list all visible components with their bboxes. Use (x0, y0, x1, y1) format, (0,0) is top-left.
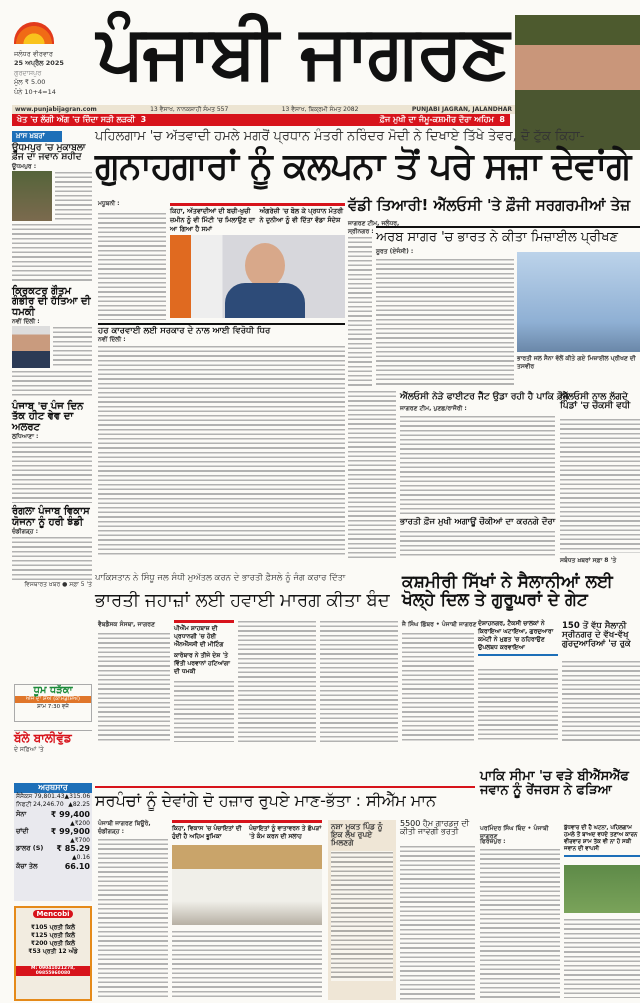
modi-photo (170, 235, 345, 318)
lead-headline[interactable]: ਗੁਨਾਹਗਾਰਾਂ ਨੂੰ ਕਲਪਨਾ ਤੋਂ ਪਰੇ ਸਜ਼ਾ ਦੇਵਾਂਗੇ (95, 146, 631, 187)
bikrami-date: 13 ਵੈਸਾਖ, ਬਿਕ੍ਰਮੀ ਸੰਮਤ 2082 (281, 106, 359, 113)
army-chief-photo (515, 0, 640, 150)
drug-free-box (328, 820, 396, 1000)
second-headline[interactable]: ਭਾਰਤੀ ਜਹਾਜ਼ਾਂ ਲਈ ਹਵਾਈ ਮਾਰਗ ਕੀਤਾ ਬੰਦ (95, 590, 390, 611)
bsf-box: ਬੁੱਧਵਾਰ ਦੀ ਹੈ ਘਟਨਾ, ਪਹਿਲਗਾਮ ਹਮਲੇ ਤੋਂ ਬਾਅਦ ਵਧਦੇ ਤਣਾਅ ਕਾਰਨ ਵੀਰਵਾਰ ਸ਼ਾਮ ਤੱਕ ਵੀ ਨਾ ਹੋ ਸਕੀ ਜਵਾਨ ਦੀ ਵਾਪਸੀ (564, 825, 640, 857)
dateline-1: ਊਧਮਪੁਰ : (12, 162, 37, 170)
market-title: ਅਰਥਸਾਰ (14, 783, 92, 793)
sarpanch-headline[interactable]: ਸਰਪੰਚਾਂ ਨੂੰ ਦੇਵਾਂਗੇ ਦੋ ਹਜ਼ਾਰ ਰੁਪਏ ਮਾਣ-ਭੱਤਾ : ਸੀਐੱਮ ਮਾਨ (95, 791, 437, 810)
sikhs-byline: ਜੈ ਸਿੰਘ ਛਿੱਬਰ • ਪੰਜਾਬੀ ਜਾਗਰਣ (402, 621, 477, 628)
sarpanch-dateline: ਪੰਜਾਬੀ ਜਾਗਰਣ ਬਿਊਰੋ, ਚੰਡੀਗੜ੍ਹ : (98, 820, 151, 835)
second-kicker: ਪਾਕਿਸਤਾਨ ਨੇ ਸਿੰਧੂ ਜਲ ਸੰਧੀ ਮੁਅੱਤਲ ਕਰਨ ਦੇ ਭਾਰਤੀ ਫ਼ੈਸਲੇ ਨੂੰ ਜੰਗ ਕਰਾਰ ਦਿੱਤਾ (95, 573, 346, 583)
second-byline: ਵੈਬਡੈਸਕ ਸੰਸਥਾ, ਜਾਗਰਣ (98, 621, 155, 628)
drug-free-headline[interactable]: ਨਸ਼ਾ ਮੁਕਤ ਪਿੰਡ ਨੂੰ ਇਕ ਲੱਖ ਰੁਪਏ ਮਿਲਣਗੇ (331, 822, 383, 847)
dhoom-dhadaka-ad[interactable]: ਧੂਮ ਧੜੱਕਾ ਅੱਜ ਦਾ ਸ਼ੋਅ (ਕਾਮੇਡੀਸ਼ੋਅ) ਸ਼ਾਮ 7:30 ਵਜੇ (14, 684, 92, 722)
date-line: ਜਲੰਧਰ ਵੀਰਵਾਰ (14, 50, 53, 58)
logo-icon (14, 22, 54, 44)
lead-dateline: ਮਧੂਬਨੀ : (98, 200, 120, 207)
price: ਮੁੱਲ ₹ 5.00 (14, 78, 46, 87)
bsf-byline: ਪਰਮਿੰਦਰ ਸਿੰਘ ਥਿੰਦ • ਪੰਜਾਬੀ ਜਾਗਰਣ (480, 825, 549, 840)
publisher: PUNJABI JAGRAN, JALANDHAR (411, 106, 512, 113)
lead-bullet: ਅੰਗਰੇਜ਼ੀ 'ਚ ਬੋਲ ਕੇ ਪ੍ਰਧਾਨ ਮੰਤਰੀ ਨੇ ਦੁਨੀਆ ਨੂੰ ਵੀ ਦਿੱਤਾ ਵੱਡਾ ਸੰਦੇਸ਼ (259, 207, 344, 224)
story-head-3[interactable]: ਪੰਜਾਬ 'ਚ ਪੰਜ ਦਿਨ ਤੱਕ ਹੀਟ ਵੇਵ ਦਾ ਅਲਰਟ (12, 400, 84, 433)
cm-event-photo (172, 845, 322, 925)
market-row: ਸੋਨਾ ₹ 99,400 (16, 810, 90, 819)
bsf-jawan-photo (564, 865, 640, 913)
lead-bullet: ਕਿਹਾ, ਅੱਤਵਾਦੀਆਂ ਦੀ ਬਚੀ-ਖੁਚੀ ਜ਼ਮੀਨ ਨੂੰ ਵੀ ਮਿੱਟੀ 'ਚ ਮਿਲਾਉਣ ਦਾ ਆ ਗਿਆ ਹੈ ਸਮਾਂ (170, 207, 255, 233)
missile-headline[interactable]: ਅਰਬ ਸਾਗਰ 'ਚ ਭਾਰਤ ਨੇ ਕੀਤਾ ਮਿਜ਼ਾਈਲ ਪ੍ਰੀਖਣ (376, 226, 640, 245)
market-box (14, 783, 92, 901)
missile-dateline: ਸੂਰਤ (ਏਜੰਸੀ) : (376, 248, 414, 255)
dateline-2: ਨਵੀਂ ਦਿੱਲੀ : (12, 318, 40, 326)
dateline-4: ਚੰਡੀਗੜ੍ਹ : (12, 528, 39, 536)
bollywood-ad[interactable]: ਬੱਲੇ ਬਾਲੀਵੁੱਡ ਦੇ ਸਫ਼ਿਆਂ 'ਤੇ (14, 730, 92, 778)
tourists-headline[interactable]: 150 ਤੋਂ ਵੱਧ ਸੈਲਾਨੀ ਸ੍ਰੀਨਗਰ ਦੇ ਵੱਖ-ਵੱਖ ਗੁਰਦੁਆਰਿਆਂ 'ਚ ਰੁਕੇ (562, 621, 631, 649)
story-head-4[interactable]: ਰੰਗਲਾ ਪੰਜਾਬ ਵਿਕਾਸ ਯੋਜਨਾ ਨੂੰ ਹਰੀ ਝੰਡੀ (12, 506, 90, 528)
edition: ਗੁਰਦਾਸਪੁਰ (14, 68, 42, 77)
teaser-2[interactable]: ਫ਼ੌਜ ਮੁਖੀ ਦਾ ਜੰਮੂ-ਕਸ਼ਮੀਰ ਦੌਰਾ ਅਹਿਮ 8 (379, 115, 505, 124)
nanakshahi-date: 13 ਵੈਸਾਖ, ਨਾਨਕਸ਼ਾਹੀ ਸੰਮਤ 557 (150, 106, 229, 113)
second-bullet: ਕਾਰੋਬਾਰ ਨੇ ਤੀਜੇ ਦੇਸ਼ 'ਤੇ ਵਿੱਤੀ ਪਰਵਾਨਾਂ ਹਟਿਆਂਗਾ ਦੀ ਧਮਕੀ (174, 652, 230, 675)
loc-dateline: ਜਾਗਰਣ ਟੀਮ, ਜਲੰਧਰ, ਸ੍ਰੀਨਗਰ : (348, 220, 400, 235)
sarpanch-bullet: ਪੰਚਾਇਤਾਂ ਨੂੰ ਵਾਤਾਵਰਨ ਤੇ ਛੱਪੜਾਂ 'ਤੇ ਕੰਮ ਕਰਨ ਦੀ ਸਲਾਹ (249, 825, 322, 840)
mencobi-ad[interactable]: Mencobi ₹105 ਪ੍ਰਤੀ ਕਿਲੋ ₹125 ਪ੍ਰਤੀ ਕਿਲੋ ₹200 ਪ੍ਰਤੀ ਕਿਲੋ ₹53 ਪ੍ਰਤੀ 12 ਅੰਡੇ M: 09041021278, 09855960080 (14, 906, 92, 1001)
masthead-title: ਪੰਜਾਬੀ ਜਾਗਰਣ (96, 9, 508, 95)
bsf-headline[interactable]: ਪਾਕਿ ਸੀਮਾ 'ਚ ਵੜੇ ਬੀਐੱਸਐੱਫ ਜਵਾਨ ਨੂੰ ਰੇਂਜਰਸ ਨੇ ਫੜਿਆ (480, 769, 629, 798)
market-row: ਚਾਂਦੀ ₹ 99,900 (16, 827, 90, 837)
dateline-3: ਲੁਧਿਆਣਾ : (12, 433, 39, 441)
related-news-link[interactable]: ਸਬੰਧਤ ਖ਼ਬਰਾਂ ਸਫ਼ਾ 8 'ਤੇ (560, 557, 617, 564)
pak-jets-dateline: ਜਾਗਰਣ ਟੀਮ, ਪੁਣਛ/ਰਾਜੌਰੀ : (400, 405, 467, 412)
date: 25 ਅਪ੍ਰੈਲ 2025 (14, 59, 64, 68)
lead-kicker: ਪਹਿਲਗਾਮ 'ਚ ਅੱਤਵਾਦੀ ਹਮਲੇ ਮਗਰੋਂ ਪ੍ਰਧਾਨ ਮੰਤਰੀ ਨਰਿੰਦਰ ਮੋਦੀ ਨੇ ਦਿਖਾਏ ਤਿੱਖੇ ਤੇਵਰ, ਦੋ ਟੁੱਕ ਕਿਹਾ- (95, 129, 585, 144)
loc-headline[interactable]: ਵੱਡੀ ਤਿਆਰੀ! ਐੱਲਓਸੀ 'ਤੇ ਫ਼ੌਜੀ ਸਰਗਰਮੀਆਂ ਤੇਜ਼ (348, 196, 631, 214)
pak-jets-headline[interactable]: ਐੱਲਓਸੀ ਨੇੜੇ ਫਾਈਟਰ ਜੈੱਟ ਉਡਾ ਰਹੀ ਹੈ ਪਾਕਿ ਫ਼ੌਜ (400, 392, 569, 402)
address-strip (12, 105, 515, 114)
market-change: ▲0.16 (72, 854, 90, 862)
missile-photo (517, 252, 640, 352)
home-guards-headline[interactable]: 5500 ਹੈਮ ਗਾਰਡਜ਼ ਦੀ ਕੀਤੀ ਜਾਵੇਗੀ ਭਰਤੀ (400, 819, 470, 837)
missile-caption: ਭਾਰਤੀ ਜਲ ਸੈਨਾ ਵੱਲੋਂ ਕੀਤੇ ਗਏ ਮਿਜ਼ਾਈਲ ਪ੍ਰੀਖਣ ਦੀ ਤਸਵੀਰ (517, 355, 636, 370)
section-label: ਖ਼ਾਸ ਖ਼ਬਰਾਂ (12, 131, 62, 142)
market-row: ਕੱਚਾ ਤੇਲ 66.10 (16, 861, 90, 871)
soldier-photo (12, 171, 52, 221)
story-head-1[interactable]: ਊਧਮਪੁਰ 'ਚ ਮੁਕਾਬਲਾ ਫ਼ੌਜ ਦਾ ਜਵਾਨ ਸ਼ਹੀਦ (12, 143, 86, 163)
market-row: ਨਿਫਟੀ 24,246.70 ▲82.25 (16, 800, 90, 808)
sikhs-headline[interactable]: ਕਸ਼ਮੀਰੀ ਸਿੱਖਾਂ ਨੇ ਸੈਲਾਨੀਆਂ ਲਈ ਖੋਲ੍ਹੇ ਦਿਲ ਤੇ ਗੁਰੂਘਰਾਂ ਦੇ ਗੇਟ (402, 572, 613, 610)
market-row: ਸੈਂਸੈਕਸ 79,801.43 ▲315.06 (16, 793, 91, 800)
market-change: ▲₹200 (70, 820, 90, 827)
market-row: ਡਾਲਰ (S) ₹ 85.29 (16, 844, 90, 854)
second-bullet: ਪੀਐੱਮ ਸ਼ਾਹਬਾਜ਼ ਦੀ ਪ੍ਰਧਾਨਗੀ 'ਚ ਹੋਈ ਐੱਨਐੱਸਸੀ ਦੀ ਮੀਟਿੰਗ (174, 625, 224, 648)
sarpanch-bullet: ਕਿਹਾ, ਵਿਕਾਸ 'ਚ ਪੰਚਾਇਤਾਂ ਦੀ ਹੁੰਦੀ ਹੈ ਅਹਿਮ ਭੂਮਿਕਾ (172, 825, 242, 840)
continued-link[interactable]: ਵਿਸਥਾਰਤ ਖ਼ਬਰ ● ਸਫ਼ਾ 5 'ਤੇ (24, 581, 92, 589)
lead-sub-head[interactable]: ਹਰ ਕਾਰਵਾਈ ਲਈ ਸਰਕਾਰ ਦੇ ਨਾਲ ਆਈ ਵਿਰੋਧੀ ਧਿਰ (98, 323, 345, 336)
villages-headline[interactable]: ਐੱਲਓਸੀ ਨਾਲ ਲੱਗਦੇ ਪਿੰਡਾਂ 'ਚ ਚੌਕਸੀ ਵਧੀ (560, 392, 631, 412)
lead-sub-dateline: ਨਵੀਂ ਦਿੱਲੀ : (98, 336, 126, 343)
sikhs-box: ਦੋਸ਼ਾਹਨਗਰ, ਟੈਕਸੀ ਚਾਲਕਾਂ ਨੇ ਕਿਰਾਇਆ ਘਟਾਇਆ, ਗੁਰਦੁਆਰਾ ਕਮੇਟੀ ਨੇ ਮੁਫ਼ਤ 'ਚ ਠਹਿਰਾਉਣ ਉਪਲਬਧ ਕਰਵਾਇਆ (478, 620, 558, 656)
teaser-strip (12, 114, 510, 126)
gambhir-photo (12, 326, 50, 368)
website-link[interactable]: www.punjabijagran.com (15, 106, 97, 113)
army-chief-headline[interactable]: ਭਾਰਤੀ ਫ਼ੌਜ ਮੁਖੀ ਅਗਾਊਂ ਚੌਕੀਆਂ ਦਾ ਕਰਨਗੇ ਦੌਰਾ (400, 517, 556, 527)
market-change: ▲₹700 (70, 837, 90, 845)
bsf-dateline: ਫਿਰੋਜ਼ਪੁਰ : (480, 838, 506, 845)
teaser-1[interactable]: ਖੇਤ 'ਚ ਲੱਗੀ ਅੱਗ 'ਚ ਜ਼ਿੰਦਾ ਸੜੀ ਲੜਕੀ 3 (17, 115, 147, 124)
story-head-2[interactable]: ਕ੍ਰਿਕਟਰ ਗੌਤਮ ਗੰਭੀਰ ਦੀ ਹੱਤਿਆ ਦੀ ਧਮਕੀ (12, 285, 91, 318)
pages: ਪੰਨੇ 10+4=14 (14, 87, 56, 96)
